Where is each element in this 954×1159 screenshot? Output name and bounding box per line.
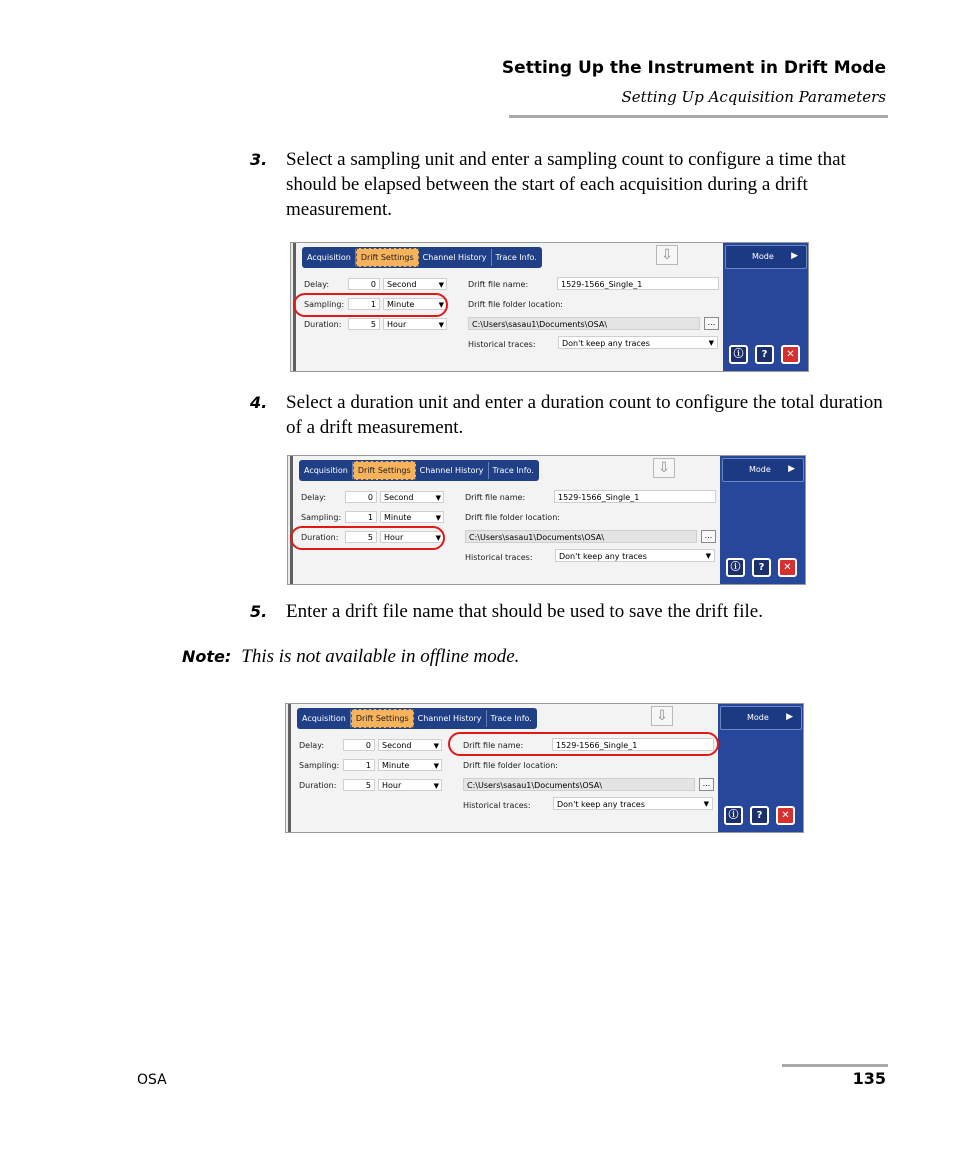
tab-channel-history[interactable]: Channel History bbox=[414, 710, 487, 727]
note-text: This is not available in offline mode. bbox=[241, 646, 520, 667]
step-5 bbox=[250, 599, 890, 624]
duration-unit-select[interactable] bbox=[383, 318, 447, 330]
step-number: 4. bbox=[250, 393, 268, 412]
header-subtitle: Setting Up Acquisition Parameters bbox=[621, 88, 886, 106]
down-arrow-button[interactable]: ⇩ bbox=[651, 706, 673, 726]
screenshot-sampling bbox=[290, 242, 809, 372]
delay-unit-text: Second bbox=[387, 280, 417, 289]
mode-button[interactable] bbox=[720, 706, 802, 730]
delay-label: Delay: bbox=[304, 280, 330, 289]
chevron-down-icon: ▼ bbox=[433, 742, 439, 750]
delay-value-input[interactable]: 0 bbox=[348, 278, 380, 290]
delay-unit-text: Second bbox=[384, 493, 414, 502]
highlight-circle bbox=[290, 526, 445, 550]
historical-label: Historical traces: bbox=[463, 801, 531, 810]
highlight-circle bbox=[293, 293, 448, 317]
browse-button[interactable]: ... bbox=[699, 778, 714, 791]
historical-select[interactable] bbox=[555, 549, 715, 562]
duration-unit-text: Hour bbox=[382, 781, 402, 790]
down-arrow-button[interactable]: ⇩ bbox=[656, 245, 678, 265]
step-4 bbox=[250, 390, 890, 440]
delay-unit-select[interactable] bbox=[378, 739, 442, 751]
drift-folder-label: Drift file folder location: bbox=[463, 761, 558, 770]
delay-value-input[interactable]: 0 bbox=[345, 491, 377, 503]
duration-value-input[interactable]: 5 bbox=[343, 779, 375, 791]
side-panel bbox=[718, 704, 804, 832]
chevron-down-icon: ▼ bbox=[438, 321, 444, 329]
sampling-label: Sampling: bbox=[304, 300, 345, 309]
screenshot-duration bbox=[287, 455, 806, 585]
delay-value-input[interactable]: 0 bbox=[343, 739, 375, 751]
note bbox=[182, 646, 519, 668]
chevron-down-icon: ▼ bbox=[438, 281, 444, 289]
historical-select[interactable] bbox=[558, 336, 718, 349]
sampling-unit-text: Minute bbox=[382, 761, 410, 770]
info-button[interactable]: ⓘ bbox=[729, 345, 748, 364]
side-panel bbox=[723, 243, 809, 371]
tab-trace-info[interactable]: Trace Info. bbox=[492, 466, 534, 475]
tab-drift-settings[interactable]: Drift Settings bbox=[351, 709, 414, 728]
info-button[interactable]: ⓘ bbox=[726, 558, 745, 577]
step-number: 5. bbox=[250, 602, 268, 621]
duration-unit-select[interactable] bbox=[378, 779, 442, 791]
tab-acquisition[interactable]: Acquisition bbox=[303, 249, 356, 266]
sampling-unit-select[interactable] bbox=[378, 759, 442, 771]
tab-acquisition[interactable]: Acquisition bbox=[298, 710, 351, 727]
tab-drift-settings[interactable]: Drift Settings bbox=[353, 461, 416, 480]
header-rule bbox=[509, 115, 888, 118]
side-panel bbox=[720, 456, 806, 584]
step-text: Enter a drift file name that should be used to save the drift file. bbox=[286, 601, 763, 622]
duration-unit-text: Hour bbox=[387, 320, 407, 329]
tab-channel-history[interactable]: Channel History bbox=[416, 462, 489, 479]
historical-select[interactable] bbox=[553, 797, 713, 810]
tab-trace-info[interactable]: Trace Info. bbox=[495, 253, 537, 262]
historical-label: Historical traces: bbox=[465, 553, 533, 562]
mode-label: Mode bbox=[749, 465, 771, 474]
drift-file-name-input[interactable]: 1529-1566_Single_1 bbox=[557, 277, 719, 290]
mode-button[interactable] bbox=[725, 245, 807, 269]
duration-value-input[interactable]: 5 bbox=[345, 531, 377, 543]
tab-bar bbox=[297, 708, 537, 729]
info-button[interactable]: ⓘ bbox=[724, 806, 743, 825]
duration-label: Duration: bbox=[304, 320, 342, 329]
help-button[interactable]: ? bbox=[750, 806, 769, 825]
mode-label: Mode bbox=[747, 713, 769, 722]
note-label: Note: bbox=[182, 647, 232, 666]
step-text: Select a duration unit and enter a duration count to configure the total duration of a drift measurement. bbox=[286, 392, 883, 438]
historical-text: Don't keep any traces bbox=[557, 800, 645, 809]
drift-file-name-input[interactable]: 1529-1566_Single_1 bbox=[554, 490, 716, 503]
triangle-right-icon: ▶ bbox=[786, 712, 793, 722]
sampling-unit-text: Minute bbox=[387, 300, 415, 309]
drift-file-name-label: Drift file name: bbox=[468, 280, 529, 289]
close-button[interactable]: ✕ bbox=[776, 806, 795, 825]
delay-label: Delay: bbox=[299, 741, 325, 750]
chevron-down-icon: ▼ bbox=[438, 301, 444, 309]
sampling-unit-text: Minute bbox=[384, 513, 412, 522]
browse-button[interactable]: ... bbox=[704, 317, 719, 330]
step-number: 3. bbox=[250, 150, 268, 169]
tab-bar bbox=[299, 460, 539, 481]
highlight-circle bbox=[448, 732, 719, 756]
chevron-down-icon: ▼ bbox=[435, 494, 441, 502]
mode-button[interactable] bbox=[722, 458, 804, 482]
chevron-down-icon: ▼ bbox=[703, 800, 709, 808]
chevron-down-icon: ▼ bbox=[433, 762, 439, 770]
close-button[interactable]: ✕ bbox=[781, 345, 800, 364]
settings-panel bbox=[288, 704, 721, 832]
help-button[interactable]: ? bbox=[755, 345, 774, 364]
sampling-label: Sampling: bbox=[301, 513, 342, 522]
sampling-value-input[interactable]: 1 bbox=[348, 298, 380, 310]
chevron-down-icon: ▼ bbox=[435, 534, 441, 542]
historical-text: Don't keep any traces bbox=[559, 552, 647, 561]
step-text: Select a sampling unit and enter a sampling count to configure a time that should be elapsed between the start of each acquisition during a drift measurement. bbox=[286, 149, 846, 220]
chevron-down-icon: ▼ bbox=[705, 552, 711, 560]
delay-label: Delay: bbox=[301, 493, 327, 502]
historical-text: Don't keep any traces bbox=[562, 339, 650, 348]
sampling-value-input[interactable]: 1 bbox=[343, 759, 375, 771]
chevron-down-icon: ▼ bbox=[708, 339, 714, 347]
chevron-down-icon: ▼ bbox=[435, 514, 441, 522]
delay-unit-select[interactable] bbox=[380, 491, 444, 503]
help-button[interactable]: ? bbox=[752, 558, 771, 577]
sampling-unit-select[interactable] bbox=[380, 511, 444, 523]
mode-label: Mode bbox=[752, 252, 774, 261]
header-title: Setting Up the Instrument in Drift Mode bbox=[501, 58, 886, 78]
sampling-label: Sampling: bbox=[299, 761, 340, 770]
down-arrow-button[interactable]: ⇩ bbox=[653, 458, 675, 478]
screenshot-drift-file-name bbox=[285, 703, 804, 833]
drift-file-name-label: Drift file name: bbox=[465, 493, 526, 502]
drift-folder-path: C:\Users\sasau1\Documents\OSA\ bbox=[465, 530, 697, 543]
footer-rule bbox=[782, 1064, 888, 1067]
duration-label: Duration: bbox=[301, 533, 339, 542]
close-button[interactable]: ✕ bbox=[778, 558, 797, 577]
chevron-down-icon: ▼ bbox=[433, 782, 439, 790]
browse-button[interactable]: ... bbox=[701, 530, 716, 543]
settings-panel bbox=[290, 456, 723, 584]
drift-folder-path: C:\Users\sasau1\Documents\OSA\ bbox=[463, 778, 695, 791]
tab-trace-info[interactable]: Trace Info. bbox=[490, 714, 532, 723]
footer-product: OSA bbox=[137, 1072, 167, 1088]
historical-label: Historical traces: bbox=[468, 340, 536, 349]
tab-drift-settings[interactable]: Drift Settings bbox=[356, 248, 419, 267]
drift-folder-path: C:\Users\sasau1\Documents\OSA\ bbox=[468, 317, 700, 330]
drift-file-name-input[interactable]: 1529-1566_Single_1 bbox=[552, 738, 714, 751]
duration-value-input[interactable]: 5 bbox=[348, 318, 380, 330]
drift-file-name-label: Drift file name: bbox=[463, 741, 524, 750]
drift-folder-label: Drift file folder location: bbox=[465, 513, 560, 522]
sampling-value-input[interactable]: 1 bbox=[345, 511, 377, 523]
drift-folder-label: Drift file folder location: bbox=[468, 300, 563, 309]
delay-unit-text: Second bbox=[382, 741, 412, 750]
triangle-right-icon: ▶ bbox=[788, 464, 795, 474]
step-3 bbox=[250, 147, 890, 222]
duration-unit-text: Hour bbox=[384, 533, 404, 542]
page-number: 135 bbox=[852, 1069, 886, 1088]
duration-label: Duration: bbox=[299, 781, 337, 790]
tab-acquisition[interactable]: Acquisition bbox=[300, 462, 353, 479]
tab-channel-history[interactable]: Channel History bbox=[419, 249, 492, 266]
triangle-right-icon: ▶ bbox=[791, 251, 798, 261]
delay-unit-select[interactable] bbox=[383, 278, 447, 290]
tab-bar bbox=[302, 247, 542, 268]
